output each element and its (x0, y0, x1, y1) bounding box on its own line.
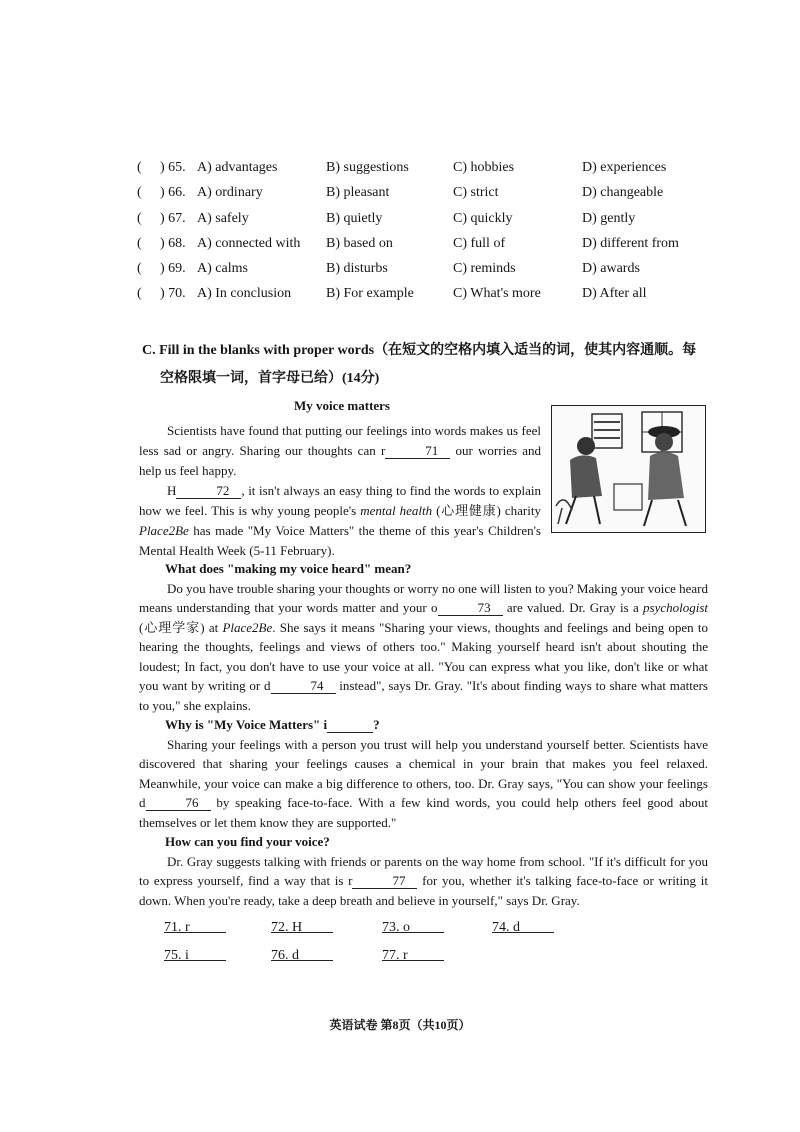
answer-row (164, 948, 624, 976)
option-a: A) connected with (197, 235, 301, 251)
text: are valued. Dr. Gray is a (502, 600, 644, 615)
option-a: A) safely (197, 210, 249, 226)
answer-label: 71. r (164, 920, 190, 935)
text: H (167, 483, 177, 498)
question-number: ) 70. (160, 286, 186, 302)
illustration-image (551, 405, 706, 533)
option-d: D) gently (582, 210, 636, 226)
text: ? (373, 717, 380, 732)
article-body (139, 559, 708, 910)
subheading-2 (139, 715, 708, 735)
answer-line[interactable] (492, 920, 554, 933)
question-row (137, 183, 717, 208)
text: Dr. Gray suggests talking with friends or parents on the way home from school. "If it's difficult for you to express yourself, find a way that is r (139, 853, 708, 888)
answer-line[interactable] (382, 948, 444, 961)
paragraph-3 (139, 579, 708, 716)
text-italic: Place2Be (222, 619, 273, 635)
blank-77[interactable]: 77 (352, 874, 417, 889)
text: (心理学家) at (139, 619, 223, 635)
option-c: C) reminds (453, 261, 516, 277)
answer-label: 76. d (271, 948, 299, 963)
question-row (137, 259, 717, 284)
answer-line[interactable] (164, 920, 226, 933)
question-number: ) 67. (160, 210, 186, 226)
answer-line[interactable] (271, 948, 333, 961)
blank-74[interactable]: 74 (271, 679, 336, 694)
blank-76[interactable]: 76 (146, 796, 211, 811)
answer-bracket[interactable]: ( (137, 210, 142, 226)
paragraph-5 (139, 852, 708, 911)
answer-label: 77. r (382, 948, 408, 963)
question-row (137, 158, 717, 183)
two-people-talking-illustration (552, 406, 705, 532)
option-a: A) advantages (197, 160, 278, 175)
multiple-choice-list (137, 158, 717, 310)
option-a: A) In conclusion (197, 286, 292, 302)
text: , it isn't always an easy thing to find the words to explain how we feel. This is why young people's (139, 483, 541, 518)
section-c-heading-line1: C. Fill in the blanks with proper words（在短文的空格内填入适当的词，使其内容通顺。每 (142, 343, 697, 358)
question-number: ) 66. (160, 185, 186, 201)
text: . She says it means "Sharing your views, thoughts and feelings and being open to hearing the thoughts, feelings and views of others too." Making yourself heard isn't about shouting the loudest; In fact, you don't have to use your voice at all. "You can express what you like, don't like or what you want by writing or d (139, 619, 708, 693)
text: Sharing your feelings with a person you trust will help you understand yourself better. Scientists have discovered that sharing your feelings causes a chemical in your brain that makes you feel relaxed. Meanwhile, your voice can make a big difference to others, too. Dr. Gray says, "You can show your feelings d (139, 736, 708, 810)
option-c: C) hobbies (453, 160, 515, 175)
question-row (137, 284, 717, 309)
text: instead", says Dr. Gray. "It's about finding ways to share what matters to you," she explains. (139, 678, 708, 713)
blank-72[interactable]: 72 (176, 484, 241, 499)
text-italic: mental health (360, 503, 433, 518)
answer-bracket[interactable]: ( (137, 261, 142, 277)
page-footer: 英语试卷 第8页（共10页） (329, 1018, 471, 1032)
option-c: C) What's more (453, 286, 541, 302)
option-d: D) After all (582, 286, 647, 302)
option-b: B) For example (326, 286, 414, 302)
text: Scientists have found that putting our feelings into words makes us feel less sad or angry. Sharing our thoughts can r (139, 423, 541, 458)
option-c: C) strict (453, 185, 499, 201)
blank-75[interactable] (327, 718, 373, 733)
text: (心理健康) charity (432, 503, 541, 518)
question-row (137, 234, 717, 259)
option-b: B) based on (326, 235, 393, 251)
answer-bracket[interactable]: ( (137, 286, 142, 302)
answer-label: 75. i (164, 948, 189, 963)
answer-line[interactable] (164, 948, 226, 961)
option-b: B) disturbs (326, 261, 388, 277)
question-number: ) 69. (160, 261, 186, 277)
answer-line[interactable] (382, 920, 444, 933)
answer-label: 74. d (492, 920, 520, 935)
option-b: B) suggestions (326, 160, 409, 175)
blank-73[interactable]: 73 (438, 601, 503, 616)
text: our worries and help us feel happy. (139, 443, 541, 478)
option-d: D) awards (582, 261, 640, 277)
answer-line[interactable] (271, 920, 333, 933)
option-b: B) quietly (326, 210, 383, 226)
option-a: A) calms (197, 261, 248, 277)
section-c-heading (142, 337, 717, 393)
answer-label: 73. o (382, 920, 410, 935)
answer-row (164, 920, 624, 948)
text-italic: Place2Be (139, 523, 189, 538)
answer-lines (164, 920, 624, 976)
option-b: B) pleasant (326, 185, 390, 201)
question-row (137, 209, 717, 234)
option-c: C) quickly (453, 210, 513, 226)
option-a: A) ordinary (197, 185, 263, 201)
article-title: My voice matters (293, 398, 390, 413)
text: Why is "My Voice Matters" i (165, 717, 328, 732)
subheading-1: What does "making my voice heard" mean? (165, 561, 412, 576)
question-number: ) 68. (160, 235, 186, 251)
answer-bracket[interactable]: ( (137, 185, 142, 201)
question-number: ) 65. (160, 160, 186, 175)
subheading-3: How can you find your voice? (165, 834, 330, 849)
paragraph-2 (139, 481, 541, 561)
answer-label: 72. H (271, 920, 303, 935)
option-d: D) different from (582, 235, 679, 251)
text: has made "My Voice Matters" the theme of this year's Children's Mental Health Week (5-11 February). (139, 523, 541, 558)
section-c-heading-line2: 空格限填一词，首字母已给）(14分) (160, 371, 380, 386)
option-d: D) changeable (582, 185, 664, 201)
blank-71[interactable]: 71 (385, 444, 450, 459)
paragraph-1 (139, 421, 541, 481)
answer-bracket[interactable]: ( (137, 160, 142, 175)
text: by speaking face-to-face. With a few kind words, you could help others feel good about themselves or let them know they are supported." (139, 795, 708, 830)
answer-bracket[interactable]: ( (137, 235, 142, 251)
option-c: C) full of (453, 235, 506, 251)
text-italic: psychologist (643, 600, 709, 615)
article-intro (139, 421, 541, 561)
text: for you, whether it's talking face-to-face or writing it down. When you're ready, take a deep breath and believe in yourself," says Dr. Gray. (139, 873, 708, 908)
paragraph-4 (139, 735, 708, 833)
option-d: D) experiences (582, 160, 667, 175)
text: Do you have trouble sharing your thoughts or worry no one will listen to you? Making your voice heard means understanding that your words matter and your o (139, 580, 708, 615)
